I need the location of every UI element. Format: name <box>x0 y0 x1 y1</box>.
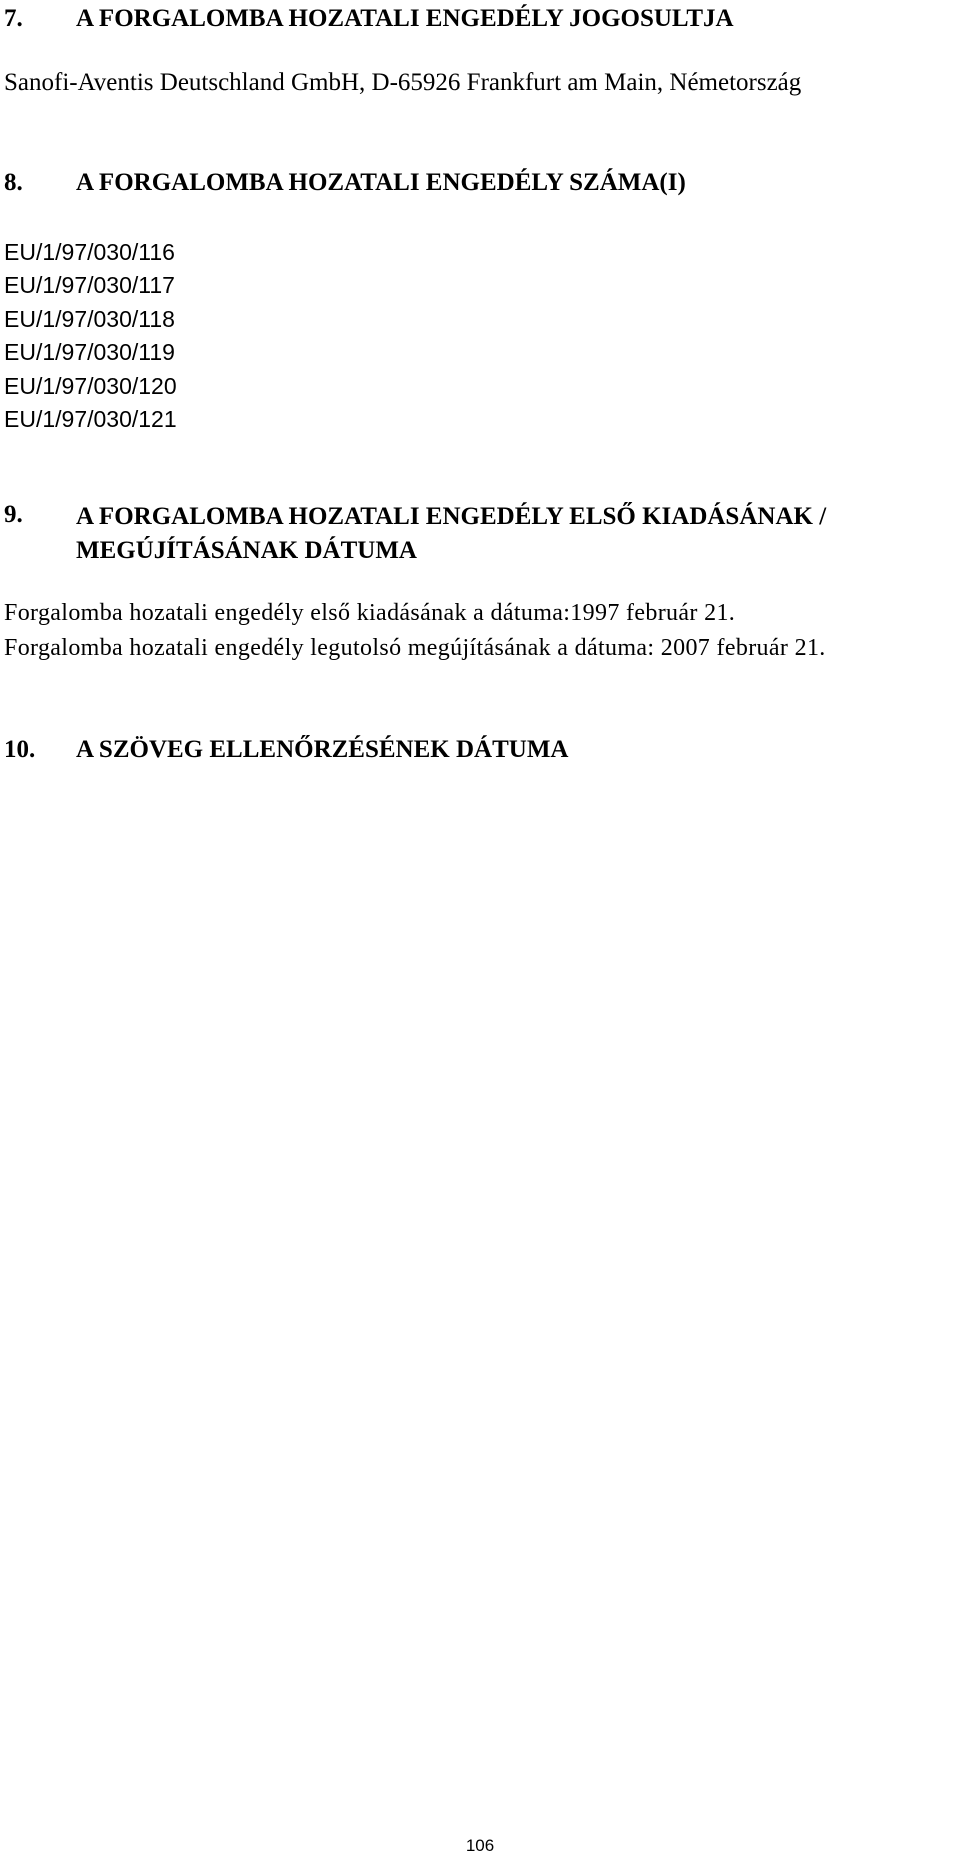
section-7-title: A FORGALOMBA HOZATALI ENGEDÉLY JOGOSULTJA <box>76 5 734 32</box>
authorisation-number: EU/1/97/030/116 <box>4 239 175 265</box>
first-issue-date: Forgalomba hozatali engedély első kiadásának a dátuma:1997 február 21. <box>4 600 736 626</box>
section-9-number: 9. <box>4 501 23 528</box>
last-renewal-date: Forgalomba hozatali engedély legutolsó megújításának a dátuma: 2007 február 21. <box>4 635 826 661</box>
authorisation-number-list <box>4 236 177 436</box>
authorisation-number: EU/1/97/030/117 <box>4 272 175 299</box>
section-8-number: 8. <box>4 169 23 196</box>
section-9-title: A FORGALOMBA HOZATALI ENGEDÉLY ELSŐ KIADÁSÁNAK / MEGÚJÍTÁSÁNAK DÁTUMA <box>76 503 827 564</box>
page-number: 106 <box>465 1836 495 1855</box>
section-10-number: 10. <box>4 736 36 763</box>
authorisation-number: EU/1/97/030/118 <box>4 305 175 332</box>
section-8-title: A FORGALOMBA HOZATALI ENGEDÉLY SZÁMA(I) <box>76 169 686 196</box>
marketing-authorisation-holder: Sanofi-Aventis Deutschland GmbH, D-65926 Frankfurt am Main, Németország <box>4 69 802 96</box>
section-10-title: A SZÖVEG ELLENŐRZÉSÉNEK DÁTUMA <box>76 736 569 763</box>
authorisation-number: EU/1/97/030/121 <box>4 406 177 433</box>
authorisation-number: EU/1/97/030/119 <box>4 339 175 366</box>
authorisation-number: EU/1/97/030/120 <box>4 372 177 399</box>
section-7-number: 7. <box>4 5 23 32</box>
